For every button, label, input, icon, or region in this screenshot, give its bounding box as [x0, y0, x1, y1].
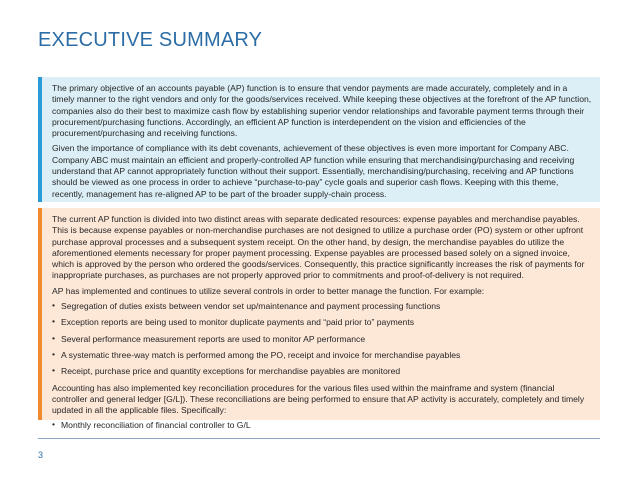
list-item — [52, 350, 592, 361]
list-item-text: Several performance measurement reports are used to monitor AP performance — [61, 333, 366, 344]
objectives-paragraph: The primary objective of an accounts payable (AP) function is to ensure that vendor payments are made accurately, completely and in a timely manner to the right vendors and only for the goods/services received. While keeping these objectives at the forefront of the AP function, companies also do their best to maximize cash flow by establishing superior vendor relationships and favorable payment terms through their procurement/purchasing functions. Accordingly, an efficient AP function is interdependent on the vision and efficiencies of the procurement/purchasing and receiving functions. — [52, 83, 592, 139]
current-function-paragraph: The current AP function is divided into two distinct areas with separate dedicated resources: expense payables and merchandise payables. This is because expense payables or non-merchandise purchases are not designed to utilize a purchase order (PO) system or other upfront purchase approval processes and a subsequent system receipt. On the other hand, by design, the merchandise payables do utilize the aforementioned elements necessary for proper payment processing. Expense payables are processed based solely on a signed invoice, which is approved by the person who ordered the goods/services. Consequently, this practice significantly increases the risk of payments for inappropriate purchases, as purchases are not properly approved prior to commitments and proof-of-delivery is not required. — [52, 214, 585, 281]
controls-list — [52, 301, 592, 377]
list-item — [52, 420, 592, 431]
controls-intro-paragraph: AP has implemented and continues to utilize several controls in order to better manage the function. For example: — [52, 285, 485, 296]
current-function-panel — [38, 208, 600, 431]
objectives-panel — [38, 77, 600, 202]
footer-divider — [38, 438, 600, 439]
list-item — [52, 317, 592, 328]
bullet-icon: • — [52, 419, 56, 430]
page-number: 3 — [38, 450, 44, 460]
list-item-text: Receipt, purchase price and quantity exceptions for merchandise payables are monitored — [61, 366, 401, 377]
bullet-icon: • — [52, 316, 56, 327]
list-item-text: Exception reports are being used to monitor duplicate payments and “paid prior to” payments — [61, 317, 415, 328]
reconciliation-paragraph: Accounting has also implemented key reconciliation procedures for the various files used within the mainframe and system (financial controller and general ledger [G/L]). These reconciliations are being performed to ensure that AP activity is accurately, completely and timely updated in all the applicable files. Specifically: — [52, 382, 585, 416]
list-item — [52, 334, 592, 345]
bullet-icon: • — [52, 365, 56, 376]
compliance-paragraph: Given the importance of compliance with its debt covenants, achievement of these objectives is even more important for Company ABC. Company ABC must maintain an efficient and properly-controlled AP function while ensuring that merchandising/purchasing and receiving understand that AP cannot appropriately function without their support. Essentially, merchandising/purchasing, receiving and AP functions should be viewed as one process in order to achieve “purchase-to-pay” cycle goals and superior cash flows. Keeping with this theme, recently, management has re-aligned AP to be part of the broader supply-chain process. — [52, 143, 575, 199]
reconciliation-list — [52, 420, 592, 431]
bullet-icon: • — [52, 332, 56, 343]
list-item-text: Monthly reconciliation of financial controller to G/L — [61, 420, 251, 431]
bullet-icon: • — [52, 348, 56, 359]
page-title: EXECUTIVE SUMMARY — [38, 29, 263, 51]
list-item-text: A systematic three-way match is performed among the PO, receipt and invoice for merchandise payables — [61, 349, 461, 360]
list-item-text: Segregation of duties exists between vendor set up/maintenance and payment processing functions — [61, 301, 441, 312]
list-item — [52, 366, 592, 377]
list-item — [52, 301, 592, 312]
bullet-icon: • — [52, 300, 56, 311]
